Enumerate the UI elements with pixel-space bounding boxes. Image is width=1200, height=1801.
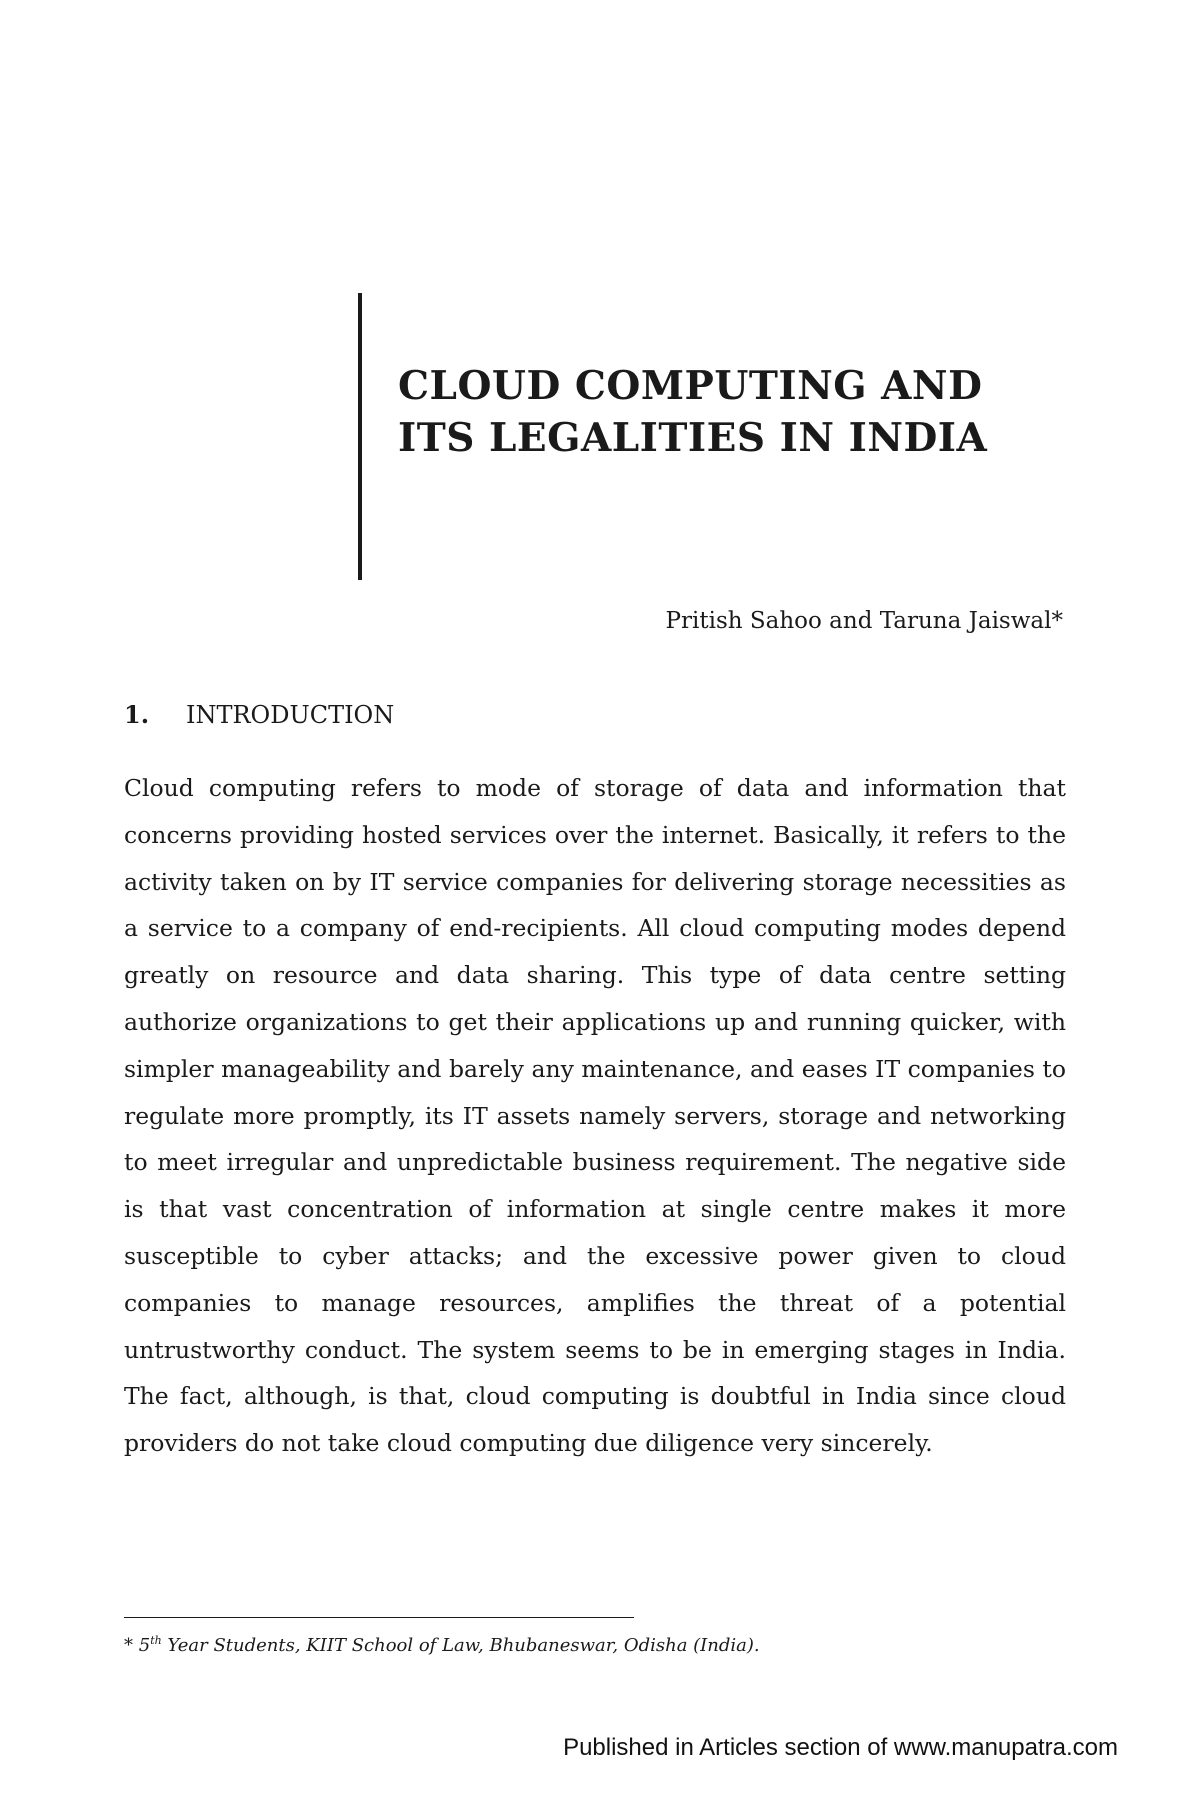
intro-paragraph: Cloud computing refers to mode of storage of data and information that concerns providing hosted services over the internet. Basically, it refers to the activity taken on by IT service companies for delivering storage necessities as a service to a company of end-recipients. All cloud computing modes depend greatly on resource and data sharing. This type of data centre setting authorize organizations to get their applications up and running quicker, with simpler manageability and barely any maintenance, and eases IT companies to regulate more promptly, its IT assets namely servers, storage and networking to meet irregular and unpredictable business requirement. The negative side is that vast concentration of information at single centre makes it more susceptible to cyber attacks; and the excessive power given to cloud companies to manage resources, amplifies the threat of a potential untrustworthy conduct. The system seems to be in emerging stages in India. The fact, although, is that, cloud computing is doubtful in India since cloud providers do not take cloud computing due diligence very sincerely.	[124, 774, 1066, 1458]
footnote-divider	[124, 1617, 634, 1618]
section-number: 1.	[124, 700, 150, 729]
footnote-text: Year Students, KIIT School of Law, Bhubaneswar, Odisha (India).	[161, 1635, 760, 1656]
section-heading	[124, 700, 394, 730]
published-notice: Published in Articles section of www.manupatra.com	[563, 1734, 1118, 1761]
article-title-line-1: CLOUD COMPUTING AND	[398, 363, 983, 409]
section-title: INTRODUCTION	[186, 701, 395, 729]
title-vertical-rule	[358, 293, 362, 580]
footnote-marker: * 5	[124, 1635, 151, 1656]
article-authors: Pritish Sahoo and Taruna Jaiswal*	[665, 608, 1063, 634]
footnote	[124, 1633, 1024, 1659]
article-title	[398, 360, 1118, 464]
footnote-superscript: th	[150, 1634, 162, 1647]
article-title-line-2: ITS LEGALITIES IN INDIA	[398, 415, 988, 461]
